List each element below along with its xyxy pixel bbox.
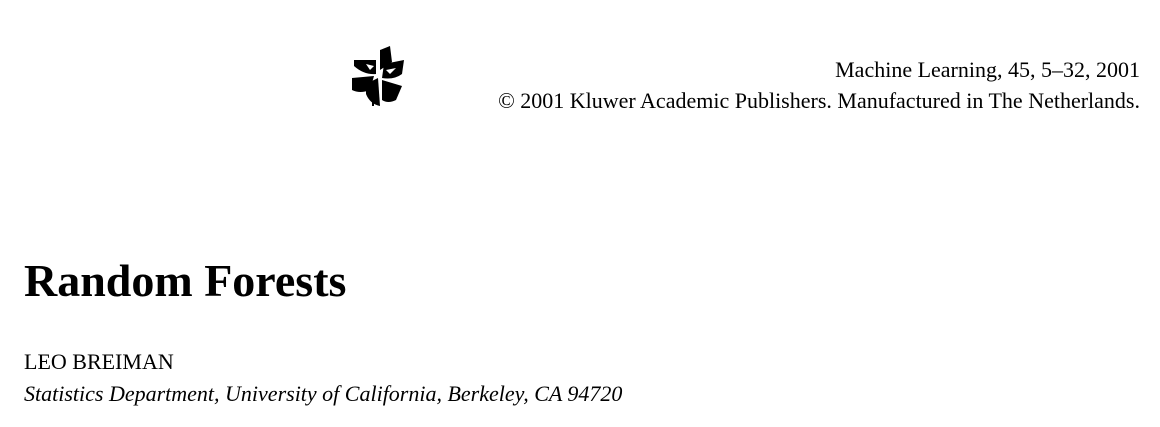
author-name: LEO BREIMAN (24, 349, 174, 374)
copyright-icon: © (498, 88, 515, 113)
author-affiliation: Statistics Department, University of California, Berkeley, CA 94720 (24, 381, 623, 406)
copyright-line (498, 85, 1140, 116)
paper-title: Random Forests (24, 255, 347, 306)
journal-header (498, 54, 1140, 116)
copyright-text: 2001 Kluwer Academic Publishers. Manufactured in The Netherlands. (520, 88, 1140, 113)
journal-citation: Machine Learning, 45, 5–32, 2001 (835, 57, 1140, 82)
kluwer-flower-logo-icon (350, 44, 408, 108)
